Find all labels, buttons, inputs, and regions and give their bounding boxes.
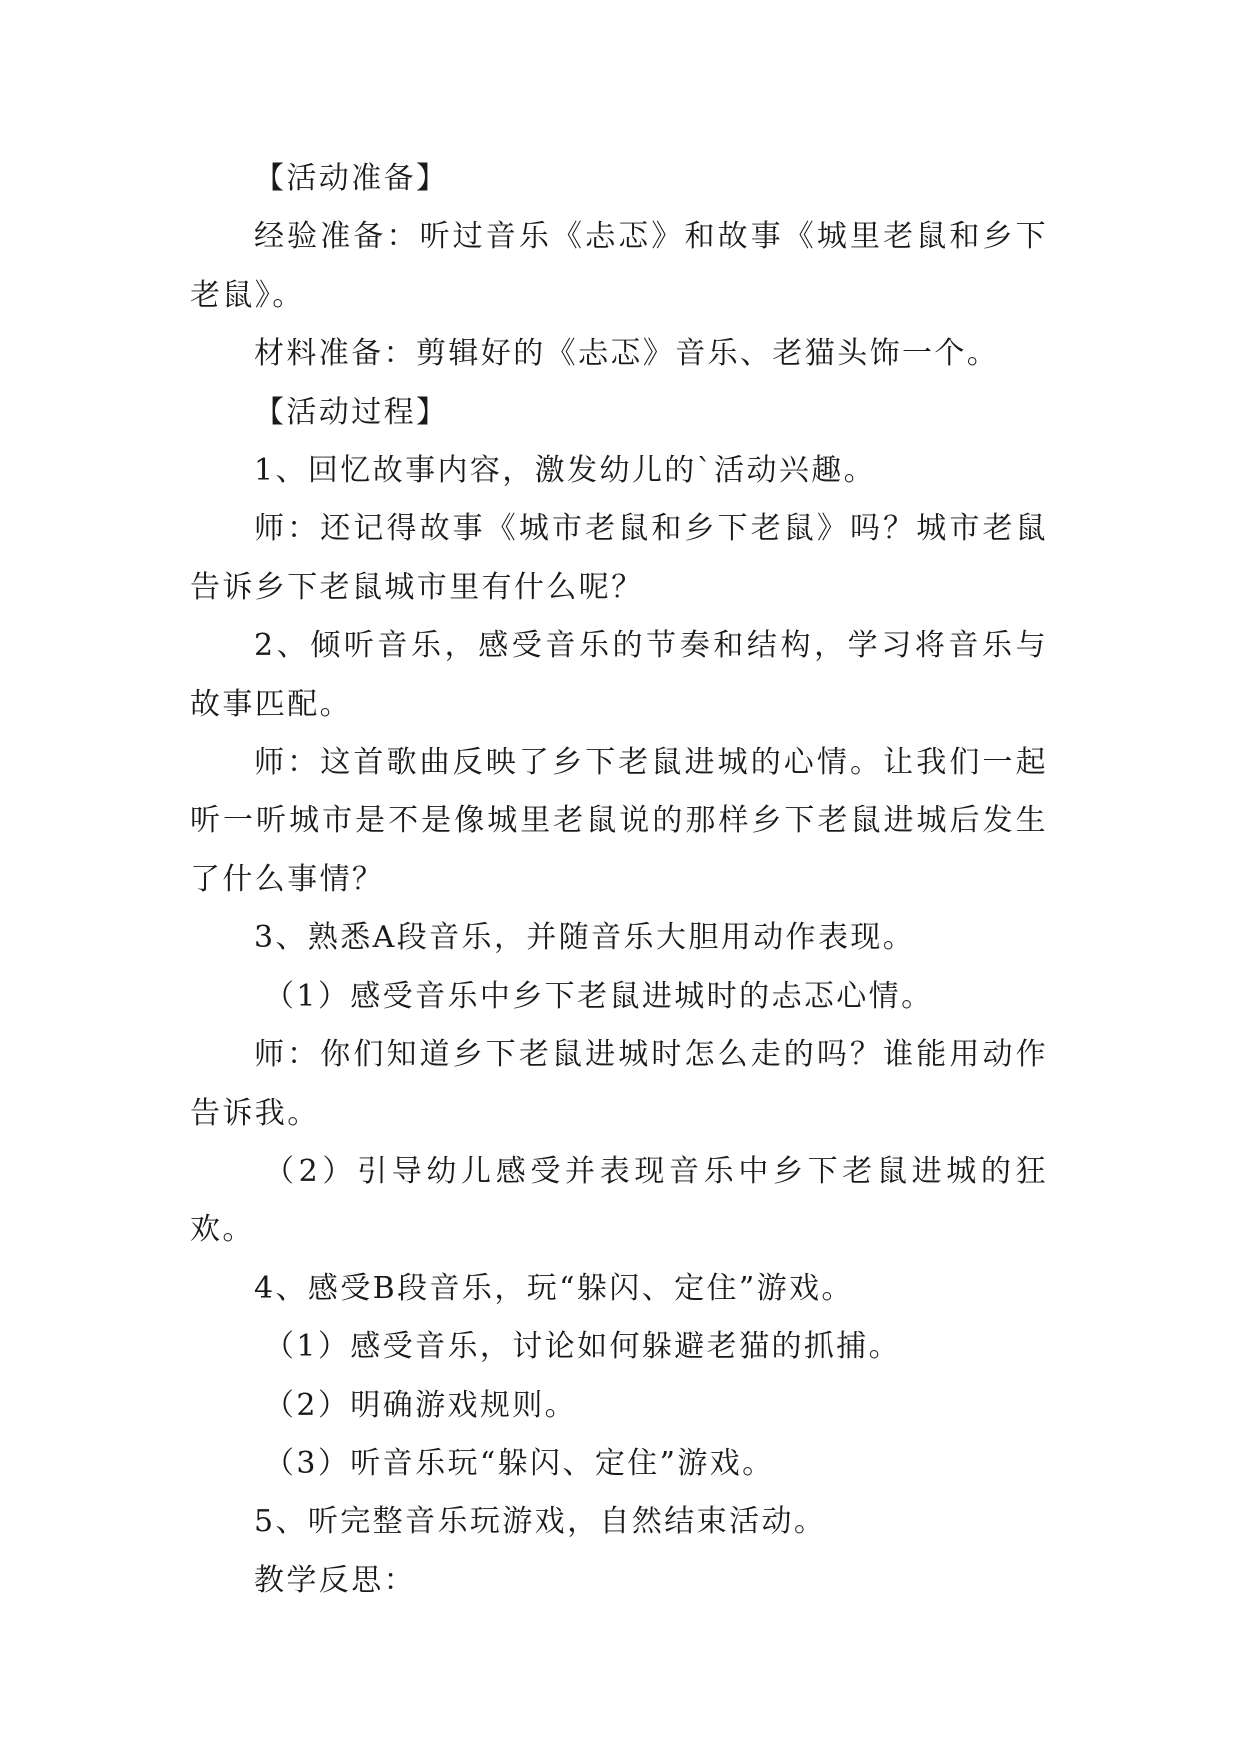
substep-4-1: （1）感受音乐，讨论如何躲避老猫的抓捕。 [264, 1329, 902, 1365]
substep-4-2: （2）明确游戏规则。 [264, 1387, 578, 1423]
step-1: 1、回忆故事内容，激发幼儿的`活动兴趣。 [254, 453, 877, 489]
step-2: 2、倾听音乐，感受音乐的节奏和结构，学习将音乐与故事匹配。 [190, 628, 1048, 722]
reflection-heading: 教学反思： [254, 1562, 416, 1598]
section-heading-preparation: 【活动准备】 [254, 161, 449, 196]
step-4: 4、感受B段音乐，玩“躲闪、定住”游戏。 [254, 1270, 854, 1306]
substep-4-3: （3）听音乐玩“躲闪、定住”游戏。 [264, 1445, 775, 1481]
substep-3-1: （1）感受音乐中乡下老鼠进城时的忐忑心情。 [264, 978, 934, 1014]
section-heading-process: 【活动过程】 [254, 394, 449, 430]
step-3: 3、熟悉A段音乐，并随音乐大胆用动作表现。 [254, 920, 916, 956]
document-page [190, 150, 1048, 1610]
paragraph-material-preparation: 材料准备：剪辑好的《忐忑》音乐、老猫头饰一个。 [254, 336, 1000, 372]
teacher-line-2: 师：这首歌曲反映了乡下老鼠进城的心情。让我们一起听一听城市是不是像城里老鼠说的那样乡下老鼠进城后发生了什么事情？ [190, 745, 1048, 897]
step-5: 5、听完整音乐玩游戏，自然结束活动。 [254, 1504, 827, 1540]
teacher-line-3: 师：你们知道乡下老鼠进城时怎么走的吗？谁能用动作告诉我。 [190, 1037, 1048, 1131]
paragraph-experience-preparation: 经验准备：听过音乐《忐忑》和故事《城里老鼠和乡下老鼠》。 [190, 219, 1048, 313]
substep-3-2: （2）引导幼儿感受并表现音乐中乡下老鼠进城的狂欢。 [190, 1153, 1048, 1248]
teacher-line-1: 师：还记得故事《城市老鼠和乡下老鼠》吗？城市老鼠告诉乡下老鼠城市里有什么呢？ [190, 511, 1048, 605]
